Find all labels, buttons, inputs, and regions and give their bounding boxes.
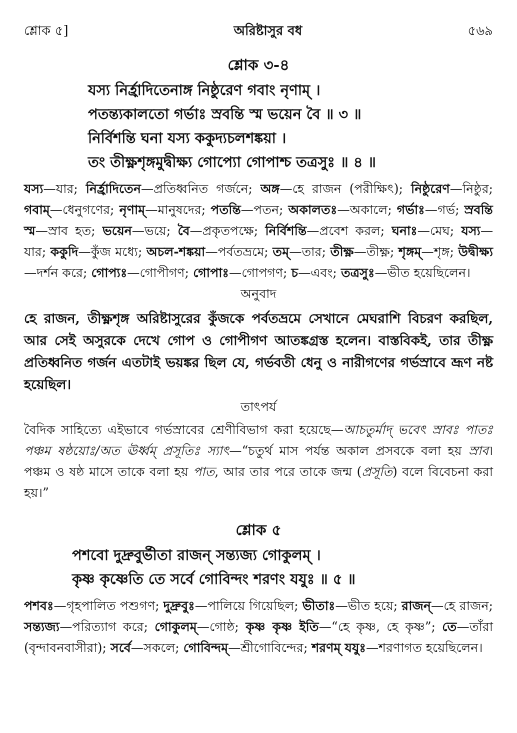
gloss: —গোপীগণ; xyxy=(127,265,194,280)
term: ভয়েন xyxy=(102,223,132,238)
verse-line: নির্বিশন্তি ঘনা যস্য ককুদ্যচলশঙ্কয়া । xyxy=(88,130,287,147)
gloss: —গোষ্ঠ; xyxy=(196,619,246,634)
header-chapter-title: অরিষ্টাসুর বধ xyxy=(233,24,303,39)
term: গোপ্যঃ xyxy=(91,265,128,280)
gloss: —এবং; xyxy=(298,265,341,280)
term: নিষ্ঠুরেণ xyxy=(410,181,450,196)
term: যস্য xyxy=(461,223,481,238)
term: অচল-শঙ্কয়া xyxy=(146,244,206,259)
gloss: —“চতুর্থ মাস পর্যন্ত অকাল প্রসবকে বলা হয় xyxy=(229,443,469,458)
word-synonyms xyxy=(24,595,493,658)
term: সর্বে xyxy=(110,640,131,655)
gloss: —পরিত্যাগ করে; xyxy=(59,619,155,634)
term: যযুঃ xyxy=(344,640,366,655)
verse-line: কৃষ্ণ কৃষ্ণেতি তে সর্বে গোবিন্দং শরণং যযুঃ ॥ ৫ ॥ xyxy=(72,571,356,588)
gloss: —প্রকৃতপক্ষে; xyxy=(189,223,266,238)
term: আচতুর্মাদ্ ভবেৎ স্রাবঃ পাতঃ পঞ্চম ষষ্ঠয়োঃ/অত ঊর্ধ্বম্ প্রসূতিঃ স্যাৎ xyxy=(24,422,493,458)
term: নির্হ্রাদিতেন xyxy=(85,181,141,196)
gloss: —প্রবেশ করল; xyxy=(306,223,392,238)
gloss: —গৃহপালিত পশুগণ; xyxy=(53,598,164,613)
term: শৃঙ্গম্ xyxy=(398,244,422,259)
word-synonyms xyxy=(24,178,493,283)
gloss: —সকলে; xyxy=(130,640,184,655)
translation-text: হে রাজন, তীক্ষ্ণশৃঙ্গ অরিষ্টাসুরের কুঁজকে পর্বতভ্রমে সেখানে মেঘরাশি বিচরণ করছিল, আর সেই অসুরকে দেখে গোপ ও গোপীগণ আতঙ্কগ্রস্ত হলেন। বাস্তবিকই, তার তীক্ষ্ণ প্রতিধ্বনিত গর্জন এতটাই ভয়ঙ্কর ছিল যে, গর্ভবতী ধেনু ও নারীগণের গর্ভস্রাবে ভ্রূণ নষ্ট হয়েছিল। xyxy=(24,311,493,393)
gloss: —স্রাব হত; xyxy=(35,223,103,238)
header-verse-ref: শ্লোক ৫] xyxy=(24,24,69,39)
term: পশবঃ xyxy=(24,598,54,613)
gloss: —শৃঙ্গ; xyxy=(421,244,459,259)
gloss: —গর্ভ; xyxy=(424,202,465,217)
gloss: বৈদিক সাহিত্যে এইভাবে গর্ভস্রাবের শ্রেণীবিভাগ করা হয়েছে— xyxy=(24,422,344,437)
term: তীক্ষ্ণ xyxy=(330,244,354,259)
gloss: , আর তার পরে তাকে জন্ম ( xyxy=(214,464,362,479)
term: কৃষ্ণ কৃষ্ণ ইতি xyxy=(245,619,319,634)
term: তম্ xyxy=(272,244,290,259)
term: বৈ xyxy=(177,223,190,238)
purport-heading: তাৎপর্য xyxy=(240,399,277,414)
gloss: —শরণাগত হয়েছিলেন। xyxy=(365,640,483,655)
purport-text xyxy=(24,419,493,503)
term: উদ্বীক্ষ্য xyxy=(458,244,493,259)
term: নির্বিশন্তি xyxy=(265,223,307,238)
gloss: —নিষ্ঠুর; xyxy=(449,181,493,196)
gloss: —পালিয়ে গিয়েছিল; xyxy=(194,598,303,613)
term: যস্য xyxy=(24,181,44,196)
gloss: —যার; xyxy=(24,223,494,259)
gloss: —ধেনুগণের; xyxy=(49,202,120,217)
sanskrit-verse xyxy=(24,544,493,592)
gloss: —প্রতিধ্বনিত গর্জনে; xyxy=(140,181,261,196)
term: নৃণাম্ xyxy=(119,202,146,217)
term: গর্ভাঃ xyxy=(396,202,425,217)
term: শরণম্ xyxy=(311,640,341,655)
gloss: —মেঘ; xyxy=(417,223,462,238)
gloss: —পতন; xyxy=(240,202,289,217)
term: সন্ত্যজ্য xyxy=(24,619,60,634)
verse-heading: শ্লোক ৫ xyxy=(235,521,282,539)
verse-line: পতন্ত্যকালতো গর্ভাঃ স্রবন্তি স্ম ভয়েন বৈ ॥ ৩ ॥ xyxy=(88,106,362,123)
gloss: —মানুষদের; xyxy=(145,202,211,217)
gloss: —হে রাজন; xyxy=(431,598,493,613)
gloss: —পর্বতভ্রমে; xyxy=(205,244,273,259)
verse-line: যস্য নির্হ্রাদিতেনাঙ্গ নিষ্ঠুরেণ গবাং নৃণাম্ । xyxy=(88,82,321,99)
gloss: —যার; xyxy=(43,181,86,196)
gloss: —“হে কৃষ্ণ, হে কৃষ্ণ”; xyxy=(318,619,443,634)
term: গোকুলম্ xyxy=(154,619,197,634)
term: স্রবন্তি স্ম xyxy=(24,202,493,238)
term: তে xyxy=(442,619,457,634)
gloss: । পঞ্চম ও ষষ্ঠ মাসে তাকে বলা হয় xyxy=(24,443,493,479)
term: গোপাঃ xyxy=(193,265,229,280)
term: পতন্তি xyxy=(210,202,241,217)
gloss: —কুঁজ মধ্যে; xyxy=(78,244,147,259)
term: রাজন্ xyxy=(401,598,432,613)
verse-line: তং তীক্ষ্ণশৃঙ্গমুদ্বীক্ষ্য গোপ্যো গোপাশ্চ তত্রসুঃ ॥ ৪ ॥ xyxy=(88,154,376,171)
gloss: —তীক্ষ্ণ; xyxy=(353,244,399,259)
term: প্রসূতি xyxy=(361,464,393,479)
gloss: —ভয়ে; xyxy=(131,223,178,238)
page-number: ৫৬৯ xyxy=(467,24,493,39)
gloss: —দর্শন করে; xyxy=(24,265,92,280)
gloss: —তাঁরা (বৃন্দাবনবাসীরা); xyxy=(24,619,494,655)
term: স্রাব xyxy=(468,443,489,458)
verse-heading: শ্লোক ৩-৪ xyxy=(227,56,290,74)
gloss: —হে রাজন (পরীক্ষিৎ); xyxy=(279,181,411,196)
term: গবাম্ xyxy=(24,202,50,217)
gloss: —শ্রীগোবিন্দের; xyxy=(228,640,312,655)
gloss: —ভীত হয়েছিলেন। xyxy=(374,265,471,280)
gloss: —অকালে; xyxy=(337,202,397,217)
translation-heading: অনুবাদ xyxy=(240,286,277,301)
gloss: —গোপগণ; xyxy=(229,265,292,280)
term: ভীতাঃ xyxy=(302,598,336,613)
term: তত্রসুঃ xyxy=(340,265,375,280)
term: অকালতঃ xyxy=(288,202,338,217)
term: পাত xyxy=(192,464,215,479)
gloss: ) বলে বিবেচনা করা হয়।” xyxy=(24,464,493,500)
running-header xyxy=(24,22,493,46)
sanskrit-verse xyxy=(24,79,493,175)
term: ঘনাঃ xyxy=(391,223,418,238)
term: ককুদি xyxy=(50,244,79,259)
gloss: —তার; xyxy=(289,244,331,259)
term: চ xyxy=(291,265,299,280)
term: অঙ্গ xyxy=(260,181,280,196)
term: গোবিন্দম্ xyxy=(183,640,229,655)
verse-line: পশবো দুদ্রুবুর্ভীতা রাজন্ সন্ত্যজ্য গোকুলম্ । xyxy=(72,547,321,564)
term: দুদ্রুবুঃ xyxy=(163,598,195,613)
gloss: —ভীত হয়ে; xyxy=(335,598,402,613)
